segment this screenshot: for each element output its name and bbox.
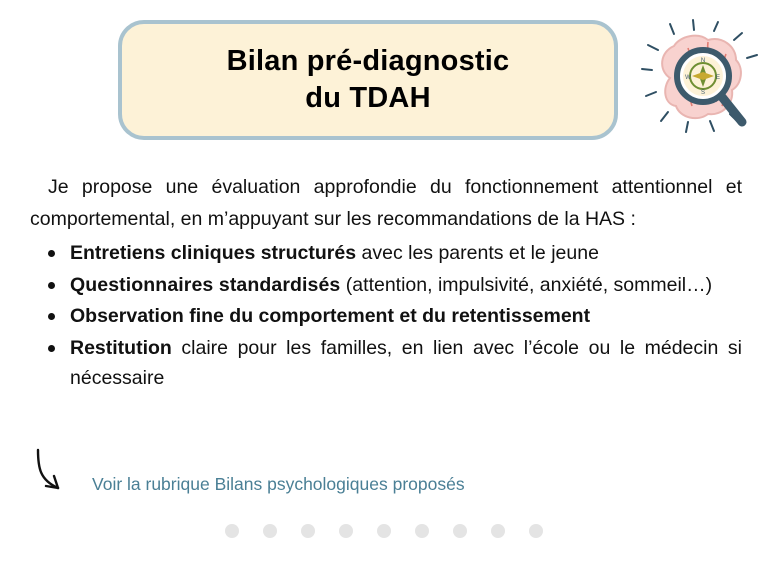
intro-paragraph [30,172,742,235]
list-item-strong: Restitution [70,337,172,360]
pagination-dot[interactable] [377,524,391,538]
header-banner-area [0,0,768,160]
title-banner [118,20,618,140]
list-item-strong: Questionnaires standardisés [70,273,341,296]
bilans-psychologiques-link[interactable]: Voir la rubrique Bilans psychologiques proposés [92,474,465,494]
svg-text:E: E [715,75,721,81]
svg-text:W: W [685,75,691,81]
list-item-strong: Entretiens cliniques structurés [70,242,357,265]
svg-text:N: N [700,58,706,64]
pagination-dots [0,524,768,538]
list-item [68,302,742,332]
intro-text: Je propose une évaluation approfondie du fonctionnement attentionnel et comportemental, en m’appuyant sur les recommandations de la HAS : [30,176,742,230]
page-title-line-2: du TDAH [305,82,431,114]
content-area [30,172,742,395]
pagination-dot[interactable] [301,524,315,538]
pagination-dot[interactable] [453,524,467,538]
pagination-dot[interactable] [529,524,543,538]
recommendations-list [30,239,742,393]
list-item-rest: (attention, impulsivité, anxiété, sommeil…) [340,273,713,296]
pagination-dot[interactable] [491,524,505,538]
list-item-strong: Observation fine du comportement et du retentissement [70,305,591,328]
brain-magnifier-illustration [630,18,760,148]
list-item [68,271,742,301]
page-title-line-1: Bilan pré-diagnostic [226,44,510,77]
list-item-rest: claire pour les familles, en lien avec l’école ou le médecin si nécessaire [70,337,742,389]
svg-text:S: S [700,90,706,96]
pagination-dot[interactable] [415,524,429,538]
curved-arrow-icon [32,448,84,500]
list-item [68,334,742,393]
list-item [68,239,742,269]
pagination-dot[interactable] [339,524,353,538]
footer-link-row [30,448,730,508]
pagination-dot[interactable] [263,524,277,538]
list-item-rest: avec les parents et le jeune [356,242,599,265]
pagination-dot[interactable] [225,524,239,538]
